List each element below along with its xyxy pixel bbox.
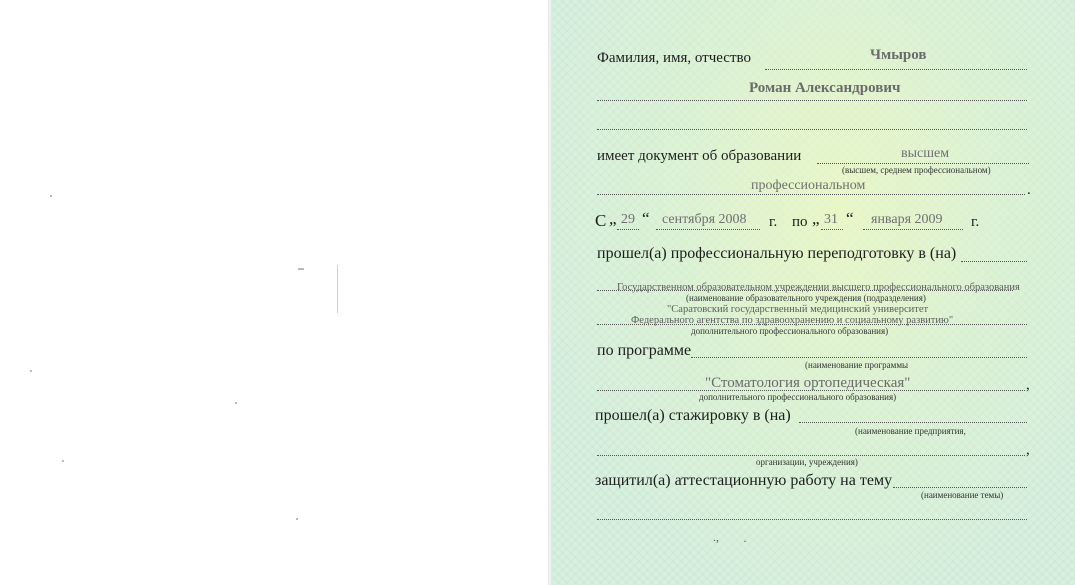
internship-label: прошел(а) стажировку в (на) [595, 407, 791, 424]
retraining-line [961, 261, 1027, 262]
program-label: по программе [597, 342, 692, 359]
education-value: высшем [901, 146, 950, 161]
period-day-from-line [617, 229, 639, 230]
period-close-quote-1: “ [642, 209, 650, 228]
period-month-to-line [863, 229, 963, 230]
period-month-year-to: января 2009 [871, 212, 943, 227]
period-month-year-from: сентября 2008 [662, 212, 747, 227]
period-open-quote-2: „ [812, 209, 820, 228]
speck [235, 402, 237, 404]
period-open-quote-1: „ [609, 209, 617, 228]
ink-mark: ., [713, 530, 719, 544]
education-dot: . [1027, 182, 1031, 198]
period-prefix: С [595, 211, 607, 230]
speck [62, 460, 64, 462]
program-comma: , [1026, 377, 1030, 393]
education-line [817, 163, 1029, 164]
retraining-stamp-line-2: "Саратовский государственный медицинский университет [667, 304, 929, 315]
fio-surname: Чмыров [870, 47, 927, 63]
retraining-stamp-line-1: Государственном образовательном учреждении высшего профессионального образования [617, 282, 1020, 293]
education-line-2 [597, 194, 1025, 195]
internship-line-2 [597, 455, 1025, 456]
period-close-quote-2: “ [846, 209, 854, 228]
certificate-page [551, 0, 1075, 585]
program-value: "Стоматология ортопедическая" [705, 375, 911, 391]
speck [50, 195, 52, 197]
program-hint-1: (наименование программы [805, 360, 909, 370]
internship-comma: , [1026, 442, 1030, 458]
period-to: по [792, 214, 808, 230]
thesis-label: защитил(а) аттестационную работу на тему [595, 472, 893, 489]
speck [298, 268, 304, 270]
education-value-2: профессиональном [751, 178, 866, 193]
fio-line [765, 69, 1027, 70]
fio-line-2 [597, 100, 1027, 101]
retraining-hint-1: (наименование образовательного учреждения (подразделения) [686, 293, 926, 303]
period-day-to-line [821, 229, 843, 230]
speck [337, 265, 338, 313]
education-label: имеет документ об образовании [597, 148, 802, 164]
period-year-suffix: г. [769, 214, 778, 230]
period-day-to: 31 [824, 212, 838, 227]
program-line [691, 357, 1027, 358]
fio-name-patronymic: Роман Александрович [749, 80, 901, 96]
retraining-stamp-line-3: Федерального агентства по здравоохранению и социальному развитию" [631, 315, 954, 326]
period-end-suffix: г. [971, 214, 980, 230]
program-hint-2: дополнительного профессионального образования) [699, 392, 897, 402]
education-hint: (высшем, среднем профессиональном) [842, 165, 991, 175]
speck [30, 370, 32, 372]
period-month-from-line [656, 229, 760, 230]
retraining-label: прошел(а) профессиональную переподготовку в (на) [597, 245, 957, 262]
thesis-hint: (наименование темы) [921, 490, 1004, 500]
fio-label: Фамилия, имя, отчество [597, 50, 751, 66]
retraining-hint-2: дополнительного профессионального образования) [691, 326, 889, 336]
thesis-line-2 [597, 519, 1027, 520]
speck [296, 518, 298, 520]
fio-line-3 [597, 129, 1027, 130]
period-day-from: 29 [621, 212, 635, 227]
internship-hint-1: (наименование предприятия, [855, 426, 966, 436]
internship-line [799, 422, 1027, 423]
thesis-line [893, 487, 1027, 488]
ink-mark-2: · [743, 534, 747, 548]
internship-hint-2: организации, учреждения) [756, 457, 858, 467]
